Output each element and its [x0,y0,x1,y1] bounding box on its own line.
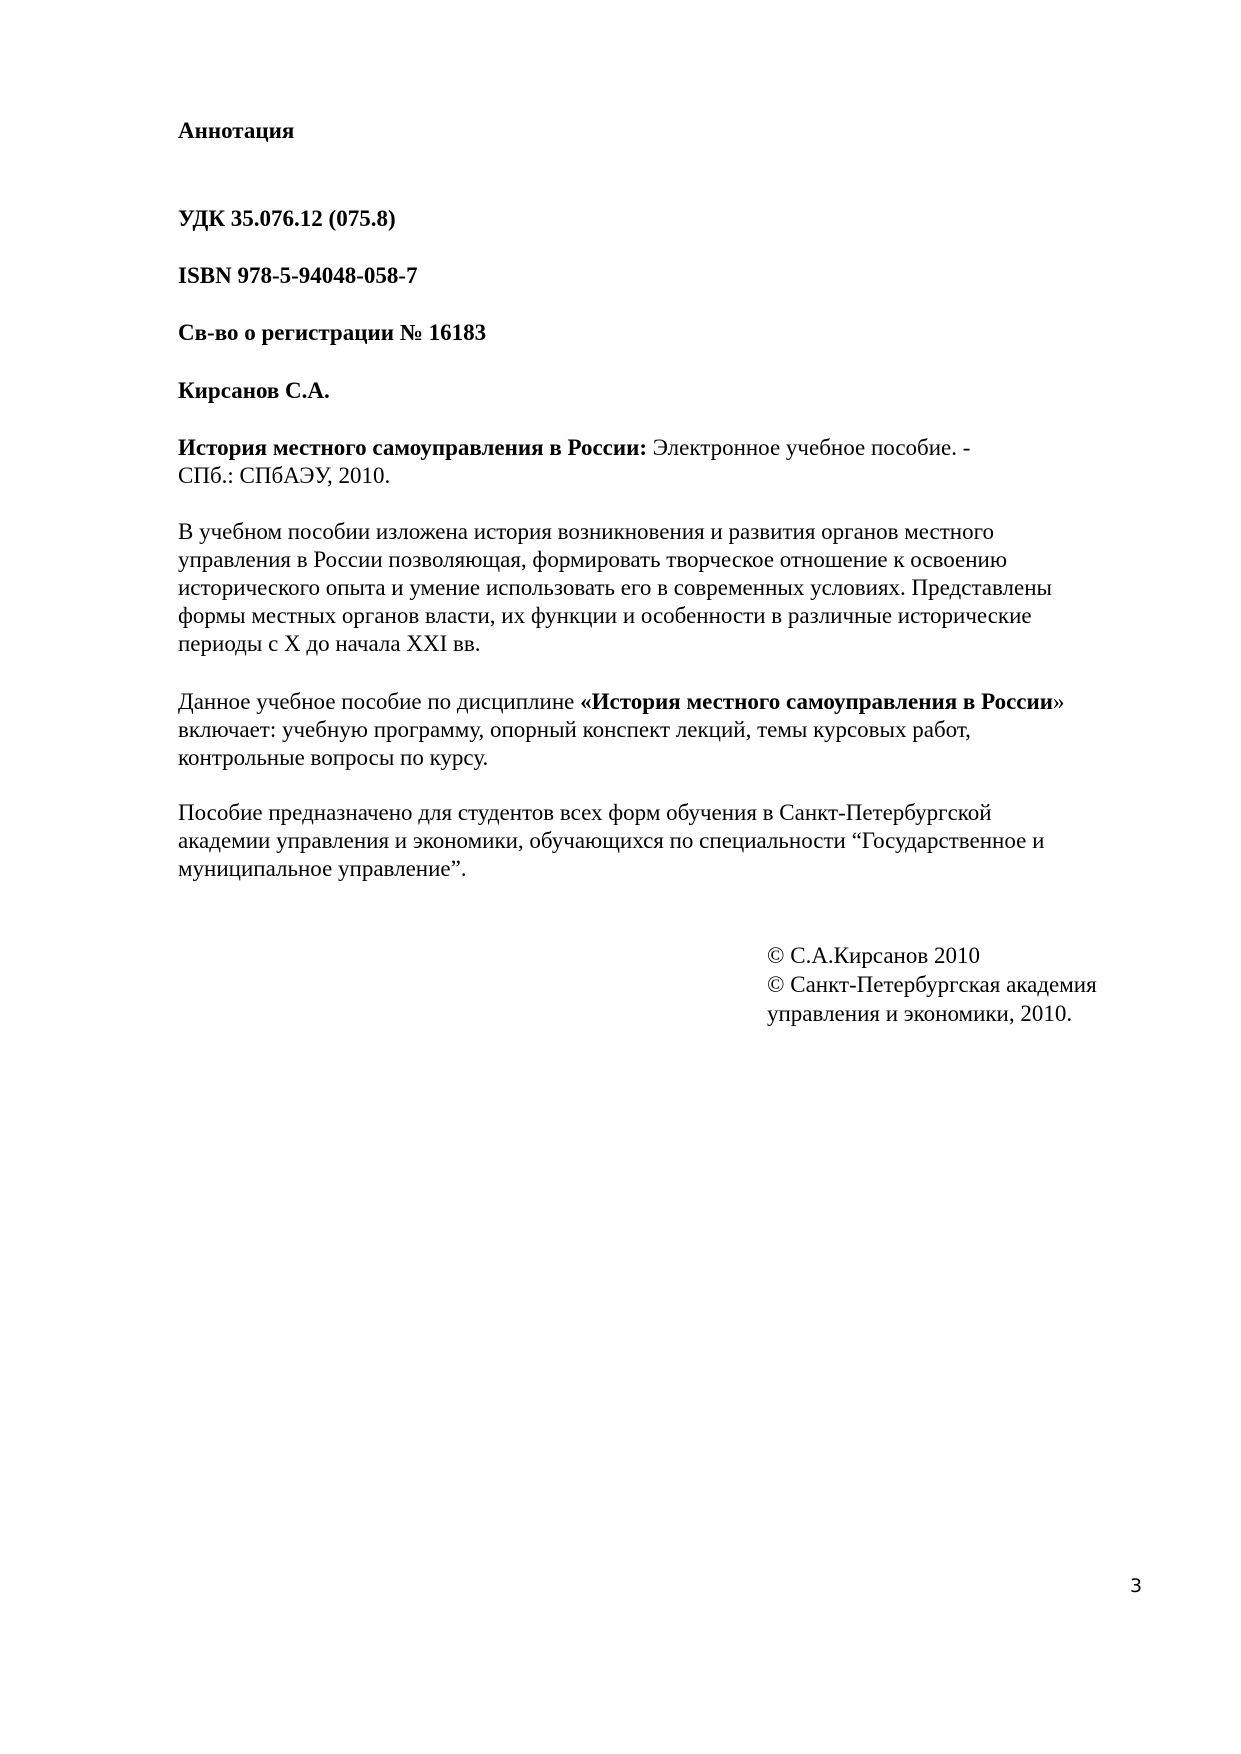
copyright-block [767,941,1187,1028]
copyright-author: © С.А.Кирсанов 2010 [767,943,980,968]
abstract-paragraph [178,518,1158,658]
abstract-line: управления в России позволяющая, формировать творческое отношение к освоению [178,547,1008,572]
contents-line: включает: учебную программу, опорный конспект лекций, темы курсовых работ, [178,717,971,742]
citation-line-1 [178,434,1158,462]
book-citation [178,434,1158,490]
contents-line-1 [178,688,1158,716]
audience-paragraph [178,799,1158,883]
abstract-line: исторического опыта и умение использовать его в современных условиях. Представлены [178,575,1052,600]
annotation-heading: Аннотация [178,118,295,143]
audience-line: академии управления и экономики, обучающихся по специальности “Государственное и [178,828,1045,853]
contents-paragraph [178,688,1158,772]
udk-code: УДК 35.076.12 (075.8) [178,206,396,231]
abstract-line: периоды с X до начала XXI вв. [178,631,481,656]
course-title: «История местного самоуправления в России [580,689,1053,714]
contents-line: контрольные вопросы по курсу. [178,745,489,770]
abstract-line: В учебном пособии изложена история возникновения и развития органов местного [178,519,994,544]
contents-prefix: Данное учебное пособие по дисциплине [178,689,581,714]
abstract-line: формы местных органов власти, их функции и особенности в различные исторические [178,603,1032,628]
audience-line: муниципальное управление”. [178,856,467,881]
citation-publisher: СПб.: СПбАЭУ, 2010. [178,463,391,488]
copyright-academy-continued: управления и экономики, 2010. [767,1001,1073,1026]
registration-certificate: Св-во о регистрации № 16183 [178,320,487,345]
page-number: 3 [1130,1575,1143,1597]
closing-quote: » [1053,689,1065,714]
citation-title: История местного самоуправления в России: [178,435,648,460]
author-name: Кирсанов С.А. [178,378,330,403]
audience-line: Пособие предназначено для студентов всех форм обучения в Санкт-Петербургской [178,800,992,825]
isbn-number: ISBN 978-5-94048-058-7 [178,263,418,288]
copyright-academy: © Санкт-Петербургская академия [767,972,1097,997]
citation-description: Электронное учебное пособие. - [647,435,971,460]
